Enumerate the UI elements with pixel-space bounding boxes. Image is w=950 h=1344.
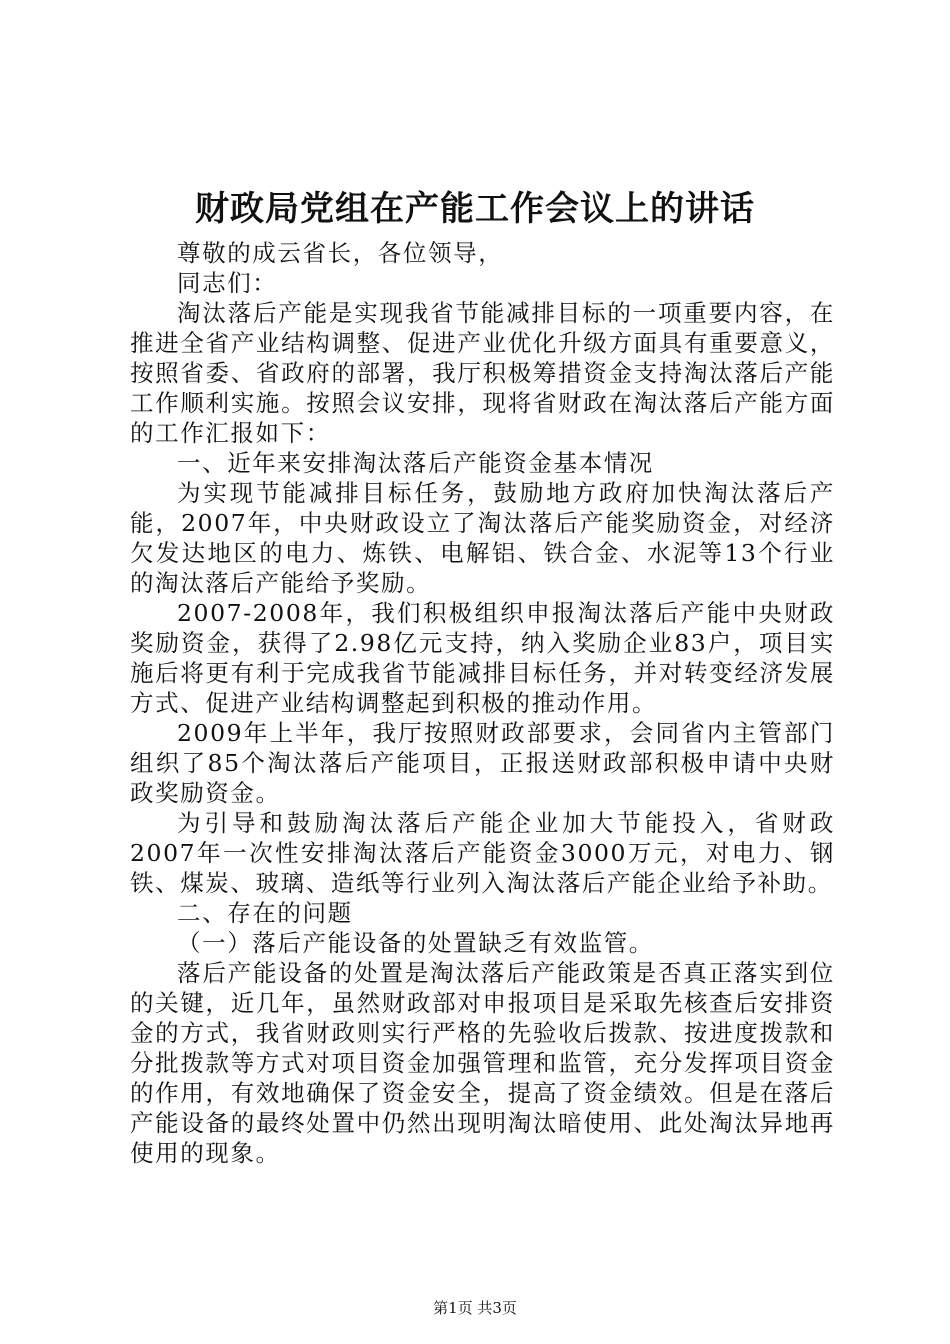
subsection-heading: （一）落后产能设备的处置缺乏有效监管。 (177, 929, 654, 957)
salutation-line-2: 同志们： (177, 269, 278, 297)
body-paragraph: 落后产能设备的处置是淘汰落后产能政策是否真正落实到位的关键，近几年，虽然财政部对申报项目是采取先核查后安排资金的方式，我省财政则实行严格的先验收后拨款、按进度拨款和分批拨款等方式对项目资金加强管理和监管，充分发挥项目资金的作用，有效地确保了资金安全，提高了资金绩效。但是在落后产能设备的最终处置中仍然出现明淘汰暗使用、此处淘汰异地再使用的现象。 (130, 959, 835, 1167)
page-footer: 第1页 共3页 (433, 1299, 517, 1317)
body-paragraph: 为实现节能减排目标任务，鼓励地方政府加快淘汰落后产能，2007年，中央财政设立了淘汰落后产能奖励资金，对经济欠发达地区的电力、炼铁、电解铝、铁合金、水泥等13个行业的淘汰落后产能给予奖励。 (130, 479, 835, 597)
intro-paragraph: 淘汰落后产能是实现我省节能减排目标的一项重要内容，在推进全省产业结构调整、促进产业优化升级方面具有重要意义，按照省委、省政府的部署，我厅积极筹措资金支持淘汰落后产能工作顺利实施。按照会议安排，现将省财政在淘汰落后产能方面的工作汇报如下： (130, 299, 835, 447)
document-title: 财政局党组在产能工作会议上的讲话 (195, 189, 755, 229)
document-body (130, 238, 835, 1168)
body-paragraph: 2007-2008年，我们积极组织申报淘汰落后产能中央财政奖励资金，获得了2.98亿元支持，纳入奖励企业83户，项目实施后将更有利于完成我省节能减排目标任务，并对转变经济发展方式、促进产业结构调整起到积极的推动作用。 (130, 599, 835, 717)
salutation-line-1: 尊敬的成云省长，各位领导， (177, 239, 504, 267)
body-paragraph: 为引导和鼓励淘汰落后产能企业加大节能投入，省财政2007年一次性安排淘汰落后产能资金3000万元，对电力、钢铁、煤炭、玻璃、造纸等行业列入淘汰落后产能企业给予补助。 (130, 809, 835, 897)
section-heading-1: 一、近年来安排淘汰落后产能资金基本情况 (177, 449, 654, 477)
body-paragraph: 2009年上半年，我厅按照财政部要求，会同省内主管部门组织了85个淘汰落后产能项目，正报送财政部积极申请中央财政奖励资金。 (130, 719, 835, 807)
section-heading-2: 二、存在的问题 (177, 899, 353, 927)
